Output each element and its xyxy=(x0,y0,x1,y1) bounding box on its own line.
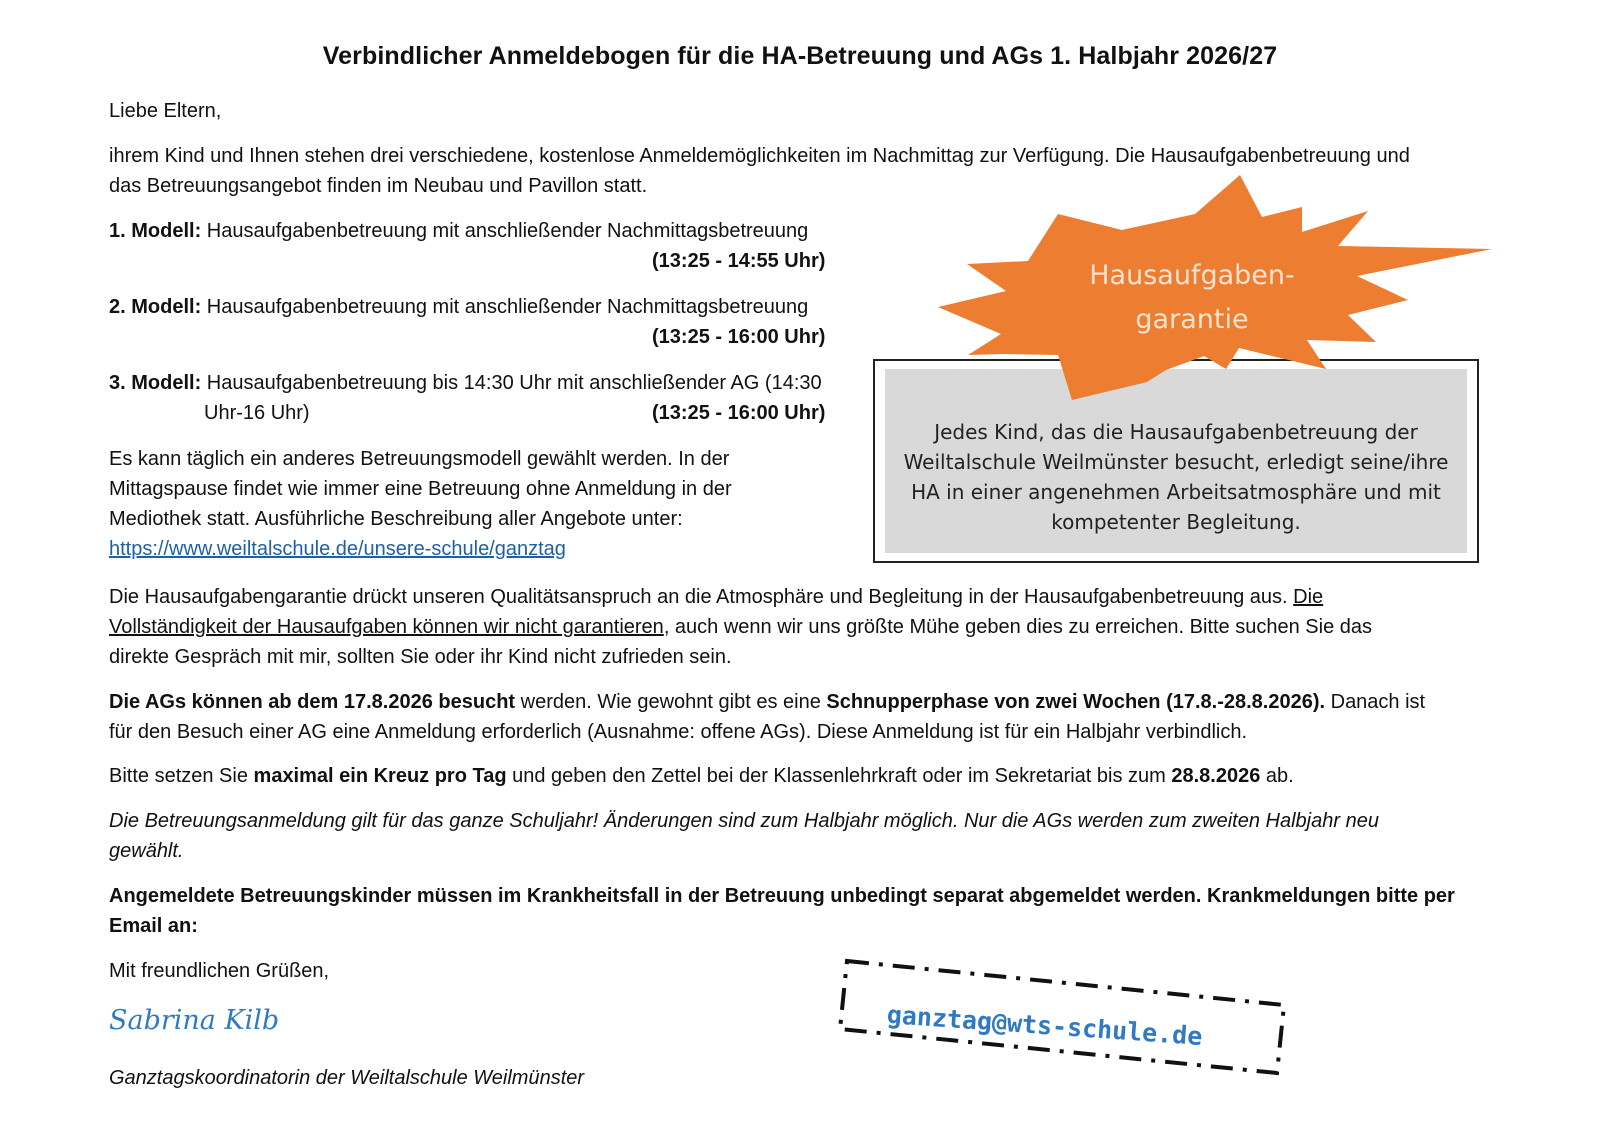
guarantee-para-underlined: Die xyxy=(1293,586,1324,608)
model-2-text: Hausaufgabenbetreuung mit anschließender Nachmittagsbetreuung xyxy=(206,296,809,318)
ags-text-2: Danach ist xyxy=(1325,691,1426,713)
guarantee-para-underlined-2: Vollständigkeit der Hausaufgaben können wir nicht garantieren xyxy=(109,616,664,638)
model-2-time: (13:25 - 16:00 Uhr) xyxy=(652,326,826,348)
page-title: Verbindlicher Anmeldebogen für die HA-Betreuung und AGs 1. Halbjahr 2026/27 xyxy=(322,42,1278,70)
ags-text-1: werden. Wie gewohnt gibt es eine xyxy=(515,691,827,713)
cross-text-1: Bitte setzen Sie xyxy=(109,765,254,787)
year-para-line-1: Die Betreuungsanmeldung gilt für das ganze Schuljahr! Änderungen sind zum Halbjahr möglich. Nur die AGs werden zum zweiten Halbjahr neu xyxy=(109,810,1379,832)
cross-deadline: 28.8.2026 xyxy=(1171,765,1261,787)
sick-para-line-2: Email an: xyxy=(109,915,198,937)
model-1-text: Hausaufgabenbetreuung mit anschließender Nachmittagsbetreuung xyxy=(206,220,809,242)
daily-line-2: Mittagspause findet wie immer eine Betreuung ohne Anmeldung in der xyxy=(109,478,732,500)
guarantee-line-3: HA in einer angenehmen Arbeitsatmosphäre und mit xyxy=(911,480,1441,504)
signature: Sabrina Kilb xyxy=(109,1005,280,1036)
email-stamp[interactable]: ganztag@wts-schule.de xyxy=(885,1000,1204,1051)
ags-trial-bold: Schnupperphase von zwei Wochen (17.8.-28.8.2026). xyxy=(826,691,1326,713)
model-3-time: (13:25 - 16:00 Uhr) xyxy=(652,402,826,424)
starburst-label-line-2: garantie xyxy=(1135,304,1249,335)
cross-text-3: ab. xyxy=(1260,765,1294,787)
starburst-label-line-1: Hausaufgaben- xyxy=(1089,260,1295,291)
ags-para-line-2: für den Besuch einer AG eine Anmeldung erforderlich (Ausnahme: offene AGs). Diese Anmeldung ist für ein Halbjahr verbindlich. xyxy=(109,721,1248,743)
guarantee-line-2: Weiltalschule Weilmünster besucht, erledigt seine/ihre xyxy=(903,450,1449,474)
daily-line-3: Mediothek statt. Ausführliche Beschreibung aller Angebote unter: xyxy=(109,508,683,530)
model-3-text-cont: Uhr-16 Uhr) xyxy=(204,402,310,424)
signature-role: Ganztagskoordinatorin der Weiltalschule Weilmünster xyxy=(109,1067,585,1089)
guarantee-line-1: Jedes Kind, das die Hausaufgabenbetreuung der xyxy=(934,420,1418,444)
intro-line-2: das Betreuungsangebot finden im Neubau und Pavillon statt. xyxy=(109,175,648,197)
closing: Mit freundlichen Grüßen, xyxy=(109,960,330,982)
daily-line-1: Es kann täglich ein anderes Betreuungsmodell gewählt werden. In der xyxy=(109,448,730,470)
guarantee-para-text: Die Hausaufgabengarantie drückt unseren Qualitätsanspruch an die Atmosphäre und Begleitung in der Hausaufgabenbetreuung aus. xyxy=(109,586,1294,608)
model-2-label: 2. Modell: xyxy=(109,296,202,318)
model-1-label: 1. Modell: xyxy=(109,220,202,242)
model-3-text: Hausaufgabenbetreuung bis 14:30 Uhr mit anschließender AG (14:30 xyxy=(206,372,822,394)
guarantee-para-line-3: direkte Gespräch mit mir, sollten Sie oder ihr Kind nicht zufrieden sein. xyxy=(109,646,732,668)
cross-bold-1: maximal ein Kreuz pro Tag xyxy=(253,765,507,787)
model-3-label: 3. Modell: xyxy=(109,372,202,394)
model-1-time: (13:25 - 14:55 Uhr) xyxy=(652,250,826,272)
cross-text-2: und geben den Zettel bei der Klassenlehrkraft oder im Sekretariat bis zum xyxy=(506,765,1172,787)
ganztag-link[interactable]: https://www.weiltalschule.de/unsere-schule/ganztag xyxy=(109,538,566,560)
greeting: Liebe Eltern, xyxy=(109,100,222,122)
guarantee-para-text-2: , auch wenn wir uns größte Mühe geben dies zu erreichen. Bitte suchen Sie das xyxy=(663,616,1372,638)
intro-line-1: ihrem Kind und Ihnen stehen drei verschiedene, kostenlose Anmeldemöglichkeiten im Nachmittag zur Verfügung. Die Hausaufgabenbetreuung und xyxy=(109,145,1410,167)
year-para-line-2: gewählt. xyxy=(109,840,184,862)
ags-date-bold: Die AGs können ab dem 17.8.2026 besucht xyxy=(109,691,516,713)
guarantee-line-4: kompetenter Begleitung. xyxy=(1051,510,1301,534)
sick-para-line-1: Angemeldete Betreuungskinder müssen im Krankheitsfall in der Betreuung unbedingt separat abgemeldet werden. Krankmeldungen bitte per xyxy=(109,885,1455,907)
